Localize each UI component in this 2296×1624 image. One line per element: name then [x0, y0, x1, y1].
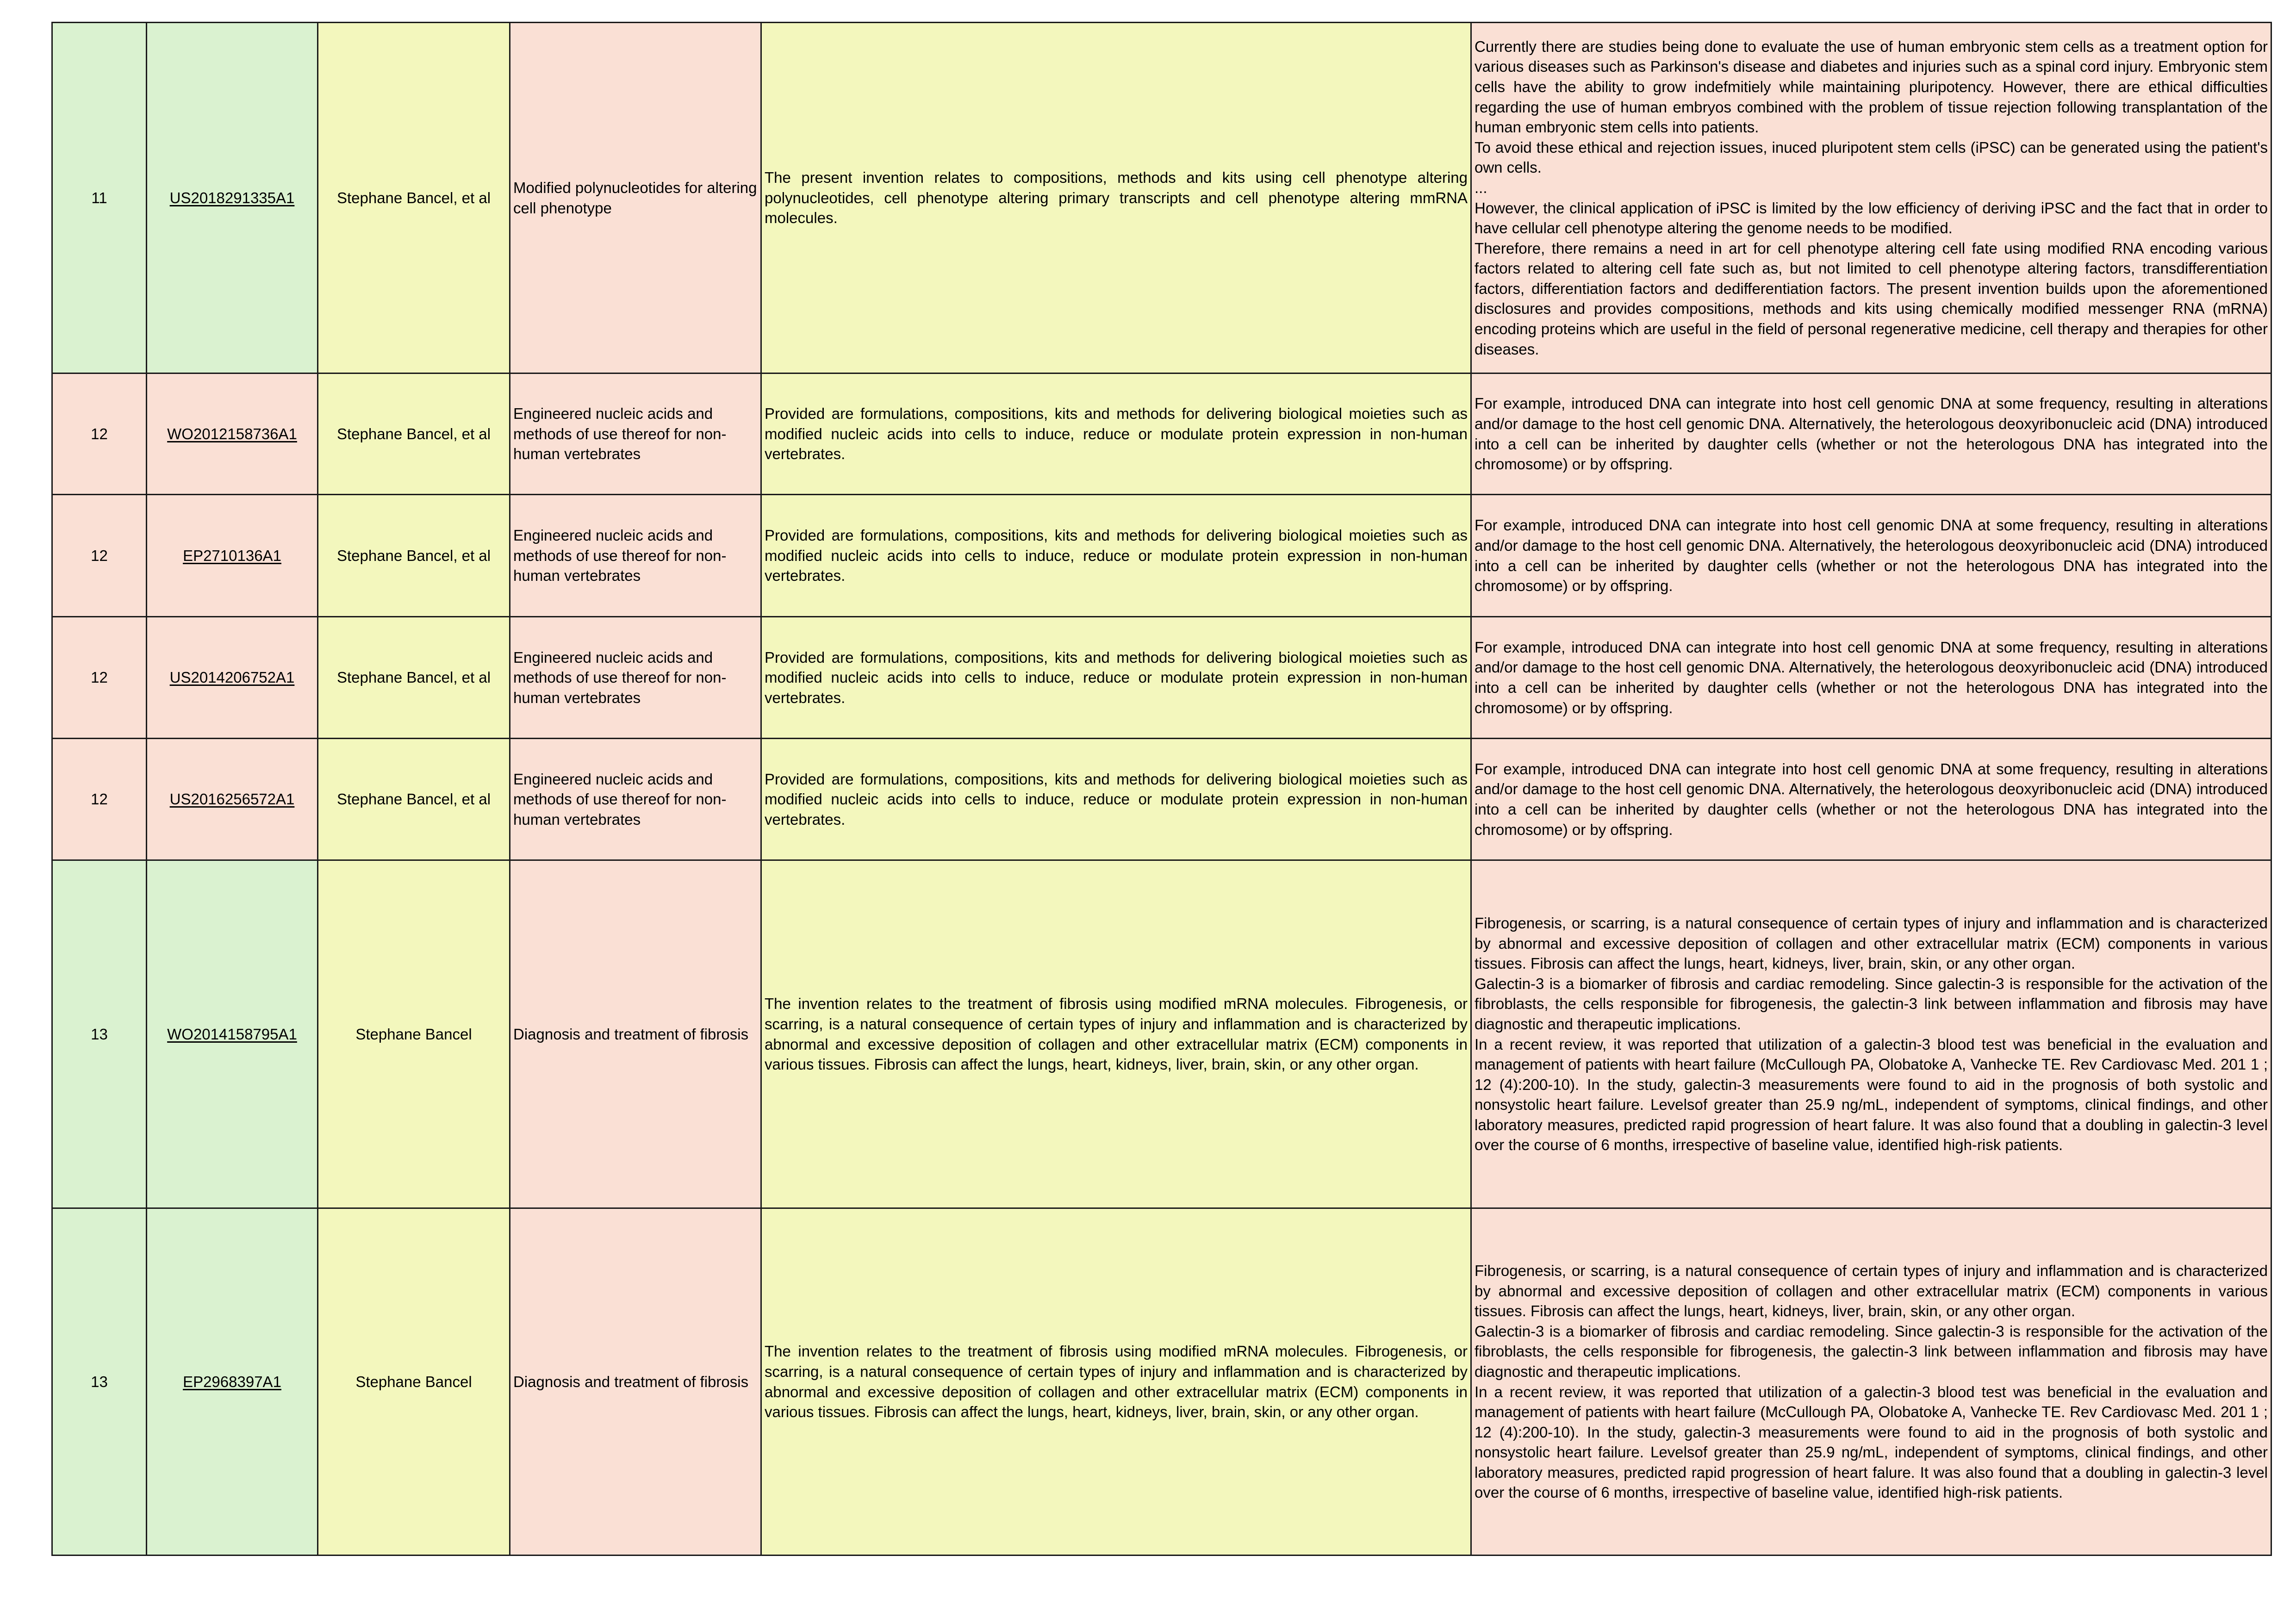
inventor-cell: Stephane Bancel, et al	[318, 617, 510, 739]
row-number: 12	[52, 739, 147, 860]
inventor-cell: Stephane Bancel, et al	[318, 23, 510, 373]
table-row	[52, 617, 2271, 739]
table-row	[52, 495, 2271, 617]
title-cell: Engineered nucleic acids and methods of use thereof for non-human vertebrates	[510, 373, 761, 495]
patent-number-link[interactable]	[147, 1208, 318, 1556]
title-cell: Engineered nucleic acids and methods of use thereof for non-human vertebrates	[510, 495, 761, 617]
abstract-cell: The invention relates to the treatment of fibrosis using modified mRNA molecules. Fibrogenesis, or scarring, is a natural consequence of certain types of injury and inflammation and is characterized by abnormal and excessive deposition of collagen and other extracellular matrix (ECM) components in various tissues. Fibrosis can affect the lungs, heart, kidneys, liver, brain, skin, or any other organ.	[761, 860, 1471, 1208]
row-number: 12	[52, 617, 147, 739]
row-number: 13	[52, 1208, 147, 1556]
inventor-cell: Stephane Bancel, et al	[318, 495, 510, 617]
patent-table	[51, 22, 2272, 1556]
patent-number-link[interactable]	[147, 373, 318, 495]
title-cell: Engineered nucleic acids and methods of use thereof for non-human vertebrates	[510, 739, 761, 860]
patent-number-text[interactable]: WO2014158795A1	[167, 1025, 297, 1043]
inventor-cell: Stephane Bancel	[318, 860, 510, 1208]
background-cell: For example, introduced DNA can integrate into host cell genomic DNA at some frequency, resulting in alterations and/or damage to the host cell genomic DNA. Alternatively, the heterologous deoxyribonucleic acid (DNA) introduced into a cell can be inherited by daughter cells (whether or not the heterologous DNA has integrated into the chromosome) or by offspring.	[1471, 739, 2271, 860]
abstract-cell: Provided are formulations, compositions, kits and methods for delivering biological moieties such as modified nucleic acids into cells to induce, reduce or modulate protein expression in non-human vertebrates.	[761, 617, 1471, 739]
abstract-cell: The invention relates to the treatment of fibrosis using modified mRNA molecules. Fibrogenesis, or scarring, is a natural consequence of certain types of injury and inflammation and is characterized by abnormal and excessive deposition of collagen and other extracellular matrix (ECM) components in various tissues. Fibrosis can affect the lungs, heart, kidneys, liver, brain, skin, or any other organ.	[761, 1208, 1471, 1556]
abstract-cell: Provided are formulations, compositions, kits and methods for delivering biological moieties such as modified nucleic acids into cells to induce, reduce or modulate protein expression in non-human vertebrates.	[761, 373, 1471, 495]
patent-number-text[interactable]: EP2968397A1	[183, 1373, 281, 1390]
title-cell: Diagnosis and treatment of fibrosis	[510, 1208, 761, 1556]
table-row	[52, 739, 2271, 860]
patent-number-text[interactable]: WO2012158736A1	[167, 425, 297, 442]
background-cell: For example, introduced DNA can integrate into host cell genomic DNA at some frequency, resulting in alterations and/or damage to the host cell genomic DNA. Alternatively, the heterologous deoxyribonucleic acid (DNA) introduced into a cell can be inherited by daughter cells (whether or not the heterologous DNA has integrated into the chromosome) or by offspring.	[1471, 495, 2271, 617]
abstract-cell: Provided are formulations, compositions, kits and methods for delivering biological moieties such as modified nucleic acids into cells to induce, reduce or modulate protein expression in non-human vertebrates.	[761, 495, 1471, 617]
background-cell: For example, introduced DNA can integrate into host cell genomic DNA at some frequency, resulting in alterations and/or damage to the host cell genomic DNA. Alternatively, the heterologous deoxyribonucleic acid (DNA) introduced into a cell can be inherited by daughter cells (whether or not the heterologous DNA has integrated into the chromosome) or by offspring.	[1471, 617, 2271, 739]
background-cell: Fibrogenesis, or scarring, is a natural consequence of certain types of injury and inflammation and is characterized by abnormal and excessive deposition of collagen and other extracellular matrix (ECM) components in various tissues. Fibrosis can affect the lungs, heart, kidneys, liver, brain, skin, or any other organ. Galectin-3 is a biomarker of fibrosis and cardiac remodeling. Since galectin-3 is responsible for the activation of the fibroblasts, the cells responsible for fibrogenesis, the galectin-3 link between inflammation and fibrosis may have diagnostic and therapeutic implications. In a recent review, it was reported that utilization of a galectin-3 blood test was beneficial in the evaluation and management of patients with heart failure (McCullough PA, Olobatoke A, Vanhecke TE. Rev Cardiovasc Med. 201 1 ; 12 (4):200-10). In the study, galectin-3 measurements were found to aid in the prognosis of both systolic and nonsystolic heart failure. Levelsof greater than 25.9 ng/mL, independent of symptoms, clinical findings, and other laboratory measures, predicted rapid progression of heart falure. It was also found that a doubling in galectin-3 level over the course of 6 months, irrespective of baseline value, identified high-risk patients.	[1471, 1208, 2271, 1556]
row-number: 13	[52, 860, 147, 1208]
abstract-cell: Provided are formulations, compositions, kits and methods for delivering biological moieties such as modified nucleic acids into cells to induce, reduce or modulate protein expression in non-human vertebrates.	[761, 739, 1471, 860]
inventor-cell: Stephane Bancel	[318, 1208, 510, 1556]
patent-number-link[interactable]	[147, 23, 318, 373]
patent-number-link[interactable]	[147, 617, 318, 739]
row-number: 12	[52, 495, 147, 617]
table-row	[52, 373, 2271, 495]
patent-number-text[interactable]: US2018291335A1	[169, 189, 295, 206]
abstract-cell: The present invention relates to compositions, methods and kits using cell phenotype altering polynucleotides, cell phenotype altering primary transcripts and cell phenotype altering mmRNA molecules.	[761, 23, 1471, 373]
table-row	[52, 1208, 2271, 1556]
background-cell: For example, introduced DNA can integrate into host cell genomic DNA at some frequency, resulting in alterations and/or damage to the host cell genomic DNA. Alternatively, the heterologous deoxyribonucleic acid (DNA) introduced into a cell can be inherited by daughter cells (whether or not the heterologous DNA has integrated into the chromosome) or by offspring.	[1471, 373, 2271, 495]
background-cell: Fibrogenesis, or scarring, is a natural consequence of certain types of injury and inflammation and is characterized by abnormal and excessive deposition of collagen and other extracellular matrix (ECM) components in various tissues. Fibrosis can affect the lungs, heart, kidneys, liver, brain, skin, or any other organ. Galectin-3 is a biomarker of fibrosis and cardiac remodeling. Since galectin-3 is responsible for the activation of the fibroblasts, the cells responsible for fibrogenesis, the galectin-3 link between inflammation and fibrosis may have diagnostic and therapeutic implications. In a recent review, it was reported that utilization of a galectin-3 blood test was beneficial in the evaluation and management of patients with heart failure (McCullough PA, Olobatoke A, Vanhecke TE. Rev Cardiovasc Med. 201 1 ; 12 (4):200-10). In the study, galectin-3 measurements were found to aid in the prognosis of both systolic and nonsystolic heart failure. Levelsof greater than 25.9 ng/mL, independent of symptoms, clinical findings, and other laboratory measures, predicted rapid progression of heart falure. It was also found that a doubling in galectin-3 level over the course of 6 months, irrespective of baseline value, identified high-risk patients.	[1471, 860, 2271, 1208]
title-cell: Modified polynucleotides for altering cell phenotype	[510, 23, 761, 373]
patent-number-text[interactable]: US2016256572A1	[169, 790, 295, 808]
patent-number-link[interactable]	[147, 495, 318, 617]
patent-number-text[interactable]: US2014206752A1	[169, 669, 295, 686]
table-row	[52, 860, 2271, 1208]
title-cell: Engineered nucleic acids and methods of use thereof for non-human vertebrates	[510, 617, 761, 739]
row-number: 12	[52, 373, 147, 495]
patent-number-text[interactable]: EP2710136A1	[183, 547, 281, 564]
inventor-cell: Stephane Bancel, et al	[318, 739, 510, 860]
patent-number-link[interactable]	[147, 860, 318, 1208]
title-cell: Diagnosis and treatment of fibrosis	[510, 860, 761, 1208]
row-number: 11	[52, 23, 147, 373]
patent-number-link[interactable]	[147, 739, 318, 860]
table-row	[52, 23, 2271, 373]
background-cell: Currently there are studies being done to evaluate the use of human embryonic stem cells as a treatment option for various diseases such as Parkinson's disease and diabetes and injuries such as a spinal cord injury. Embryonic stem cells have the ability to grow indefmitiely while maintaining pluripotency. However, there are ethical difficulties regarding the use of human embryos combined with the problem of tissue rejection following transplantation of the human embryonic stem cells into patients. To avoid these ethical and rejection issues, inuced pluripotent stem cells (iPSC) can be generated using the patient's own cells. ... However, the clinical application of iPSC is limited by the low efficiency of deriving iPSC and the fact that in order to have cellular cell phenotype altering the genome needs to be modified. Therefore, there remains a need in art for cell phenotype altering cell fate using modified RNA encoding various factors related to altering cell fate such as, but not limited to cell phenotype altering factors, transdifferentiation factors, differentiation factors and dedifferentiation factors. The present invention builds upon the aforementioned disclosures and provides compositions, methods and kits using chemically modified messenger RNA (mRNA) encoding proteins which are useful in the field of personal regenerative medicine, cell therapy and therapies for other diseases.	[1471, 23, 2271, 373]
inventor-cell: Stephane Bancel, et al	[318, 373, 510, 495]
